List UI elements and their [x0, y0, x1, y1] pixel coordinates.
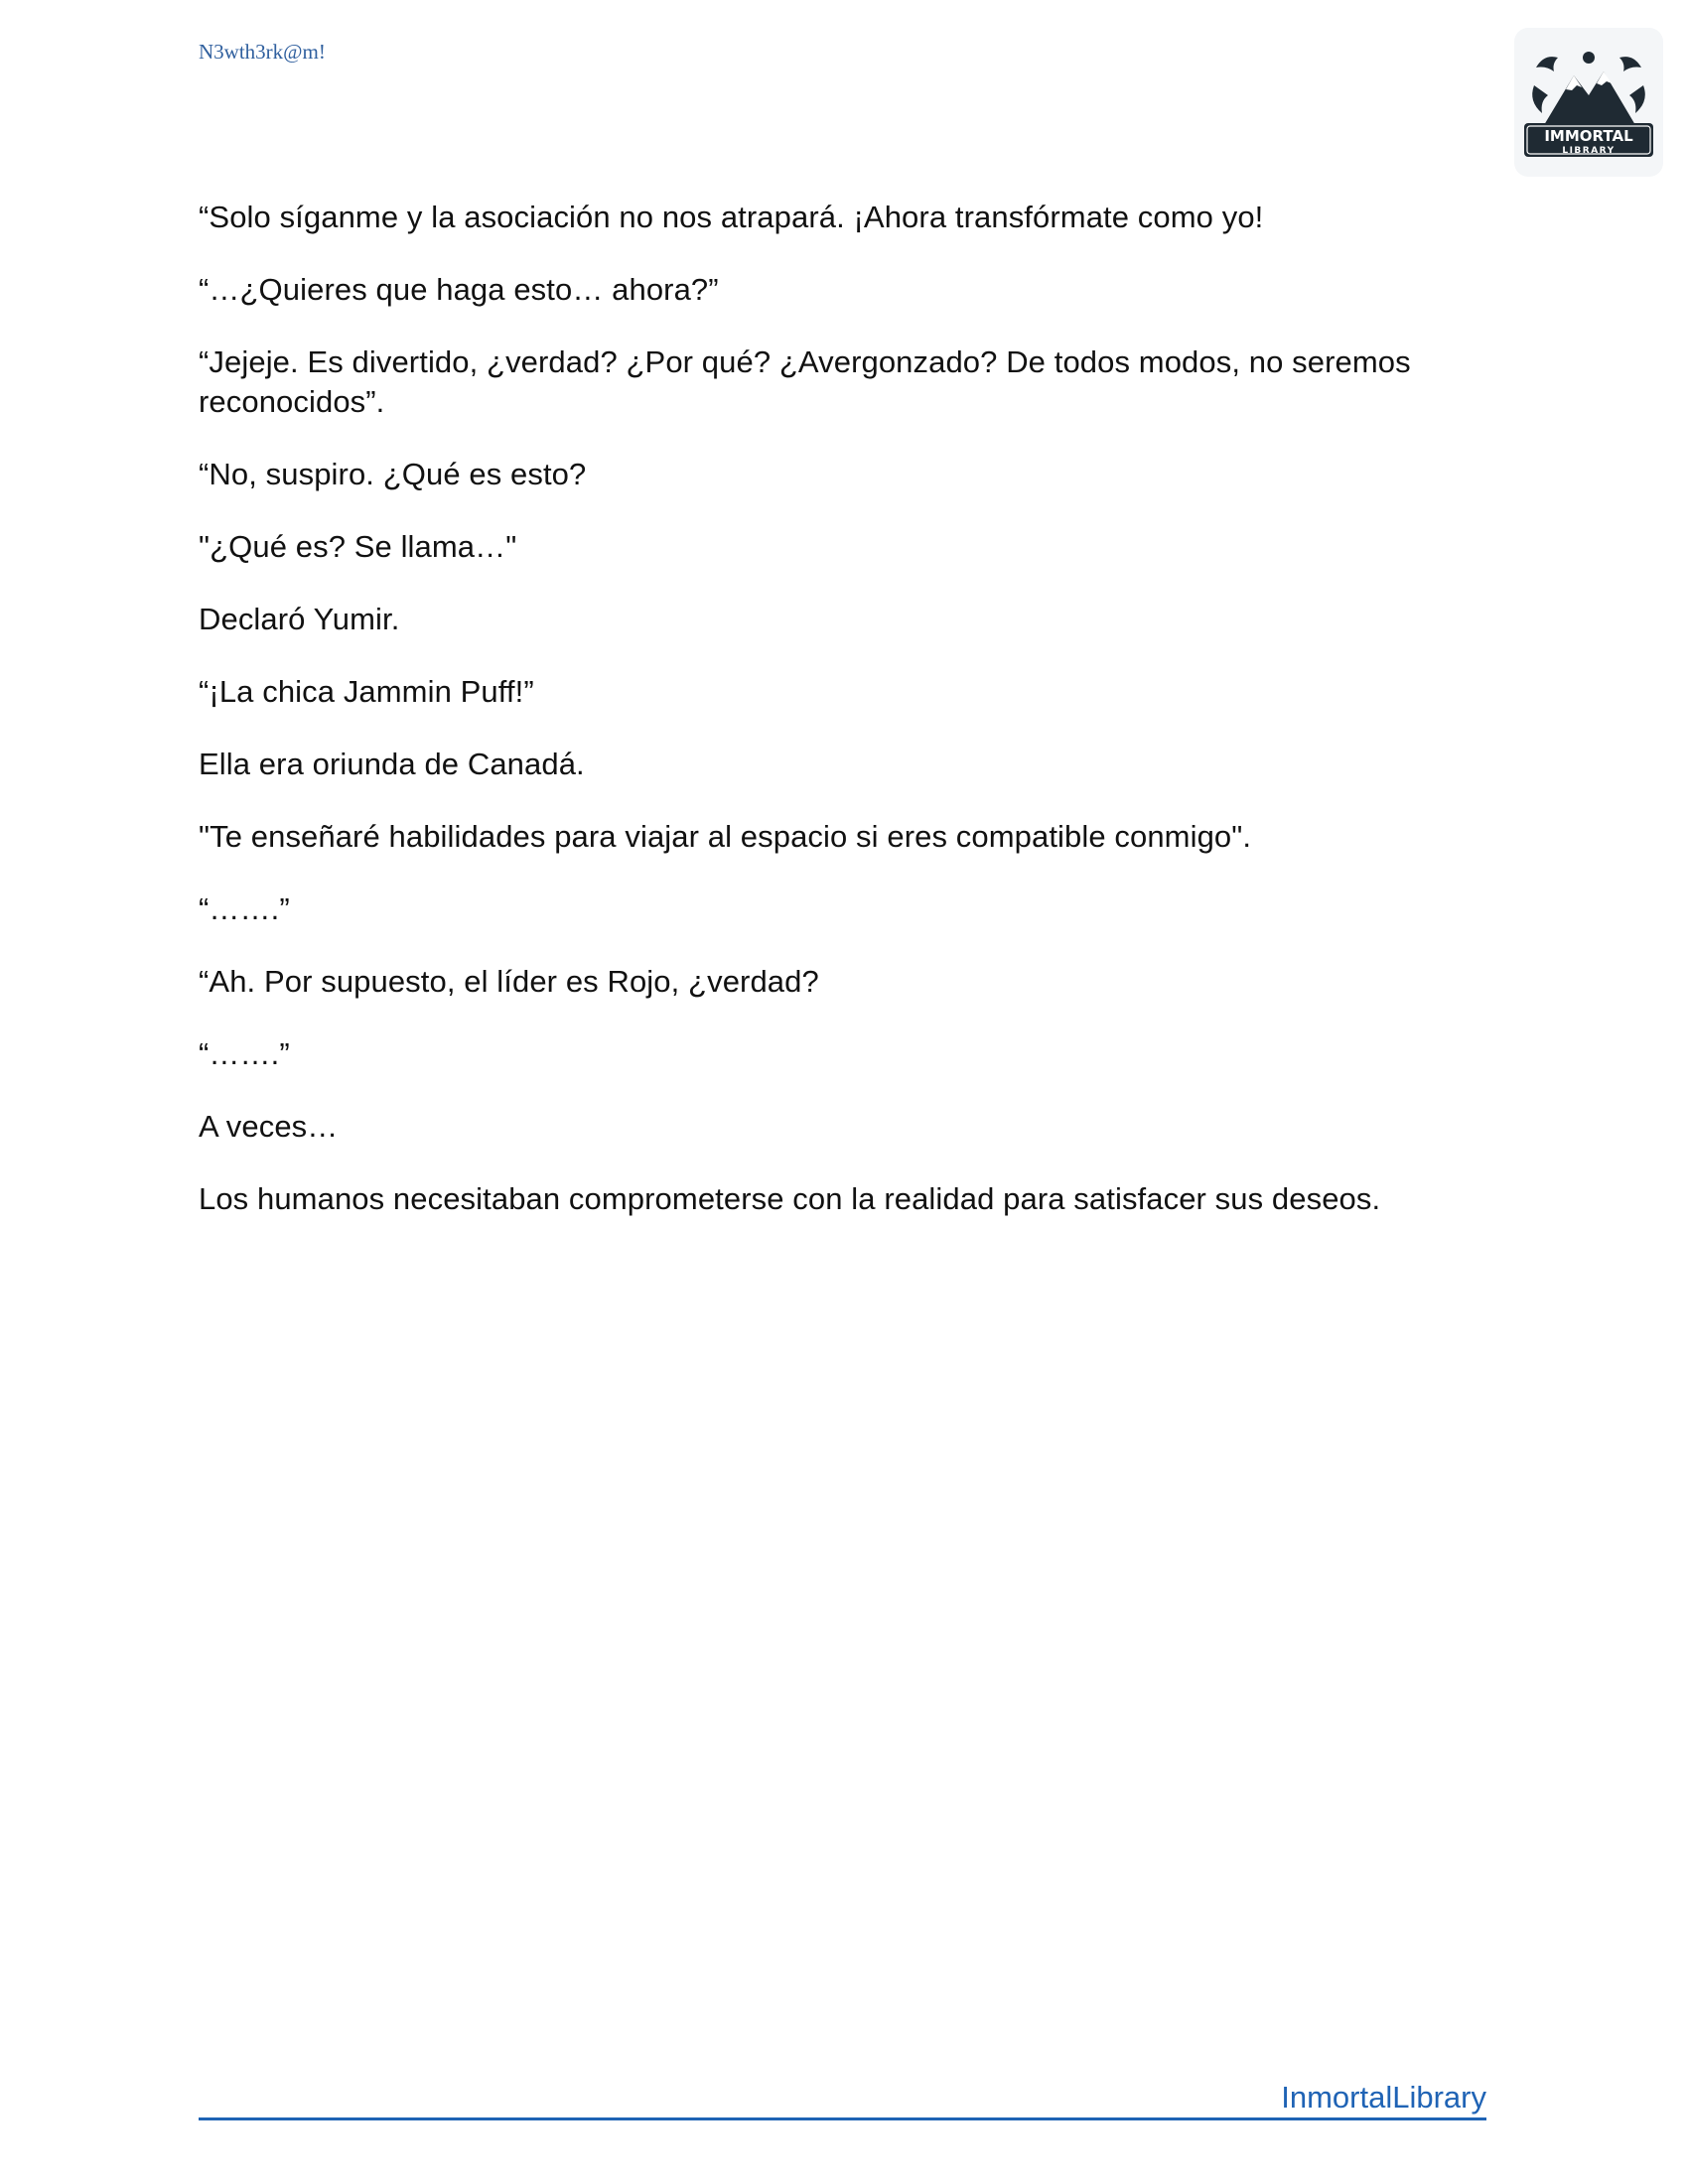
paragraph: “Ah. Por supuesto, el líder es Rojo, ¿verdad? [199, 964, 819, 999]
paragraph: Los humanos necesitaban comprometerse con la realidad para satisfacer sus deseos. [199, 1181, 1381, 1216]
immortal-library-logo [1514, 28, 1663, 177]
paragraph: “Jejeje. Es divertido, ¿verdad? ¿Por qué? ¿Avergonzado? De todos modos, no seremos reconocidos”. [199, 344, 1411, 419]
footer-divider [199, 2117, 1486, 2120]
paragraph: “No, suspiro. ¿Qué es esto? [199, 457, 587, 491]
footer-link-inmortallibrary[interactable]: InmortalLibrary [1281, 2080, 1486, 2115]
chapter-text [199, 198, 1489, 1252]
paragraph: “Solo síganme y la asociación no nos atrapará. ¡Ahora transfórmate como yo! [199, 200, 1264, 234]
paragraph: Ella era oriunda de Canadá. [199, 747, 585, 781]
paragraph: “…¿Quieres que haga esto… ahora?” [199, 272, 719, 307]
paragraph: Declaró Yumir. [199, 602, 400, 636]
paragraph: “…….” [199, 891, 290, 926]
paragraph: A veces… [199, 1109, 339, 1144]
logo-line1: IMMORTAL [1544, 127, 1633, 145]
paragraph: “…….” [199, 1036, 290, 1071]
paragraph: "¿Qué es? Se llama…" [199, 529, 517, 564]
header-author: N3wth3rk@m! [199, 40, 326, 64]
paragraph: "Te enseñaré habilidades para viajar al espacio si eres compatible conmigo". [199, 819, 1252, 854]
logo-line2: LIBRARY [1562, 146, 1616, 156]
paragraph: “¡La chica Jammin Puff!” [199, 674, 534, 709]
